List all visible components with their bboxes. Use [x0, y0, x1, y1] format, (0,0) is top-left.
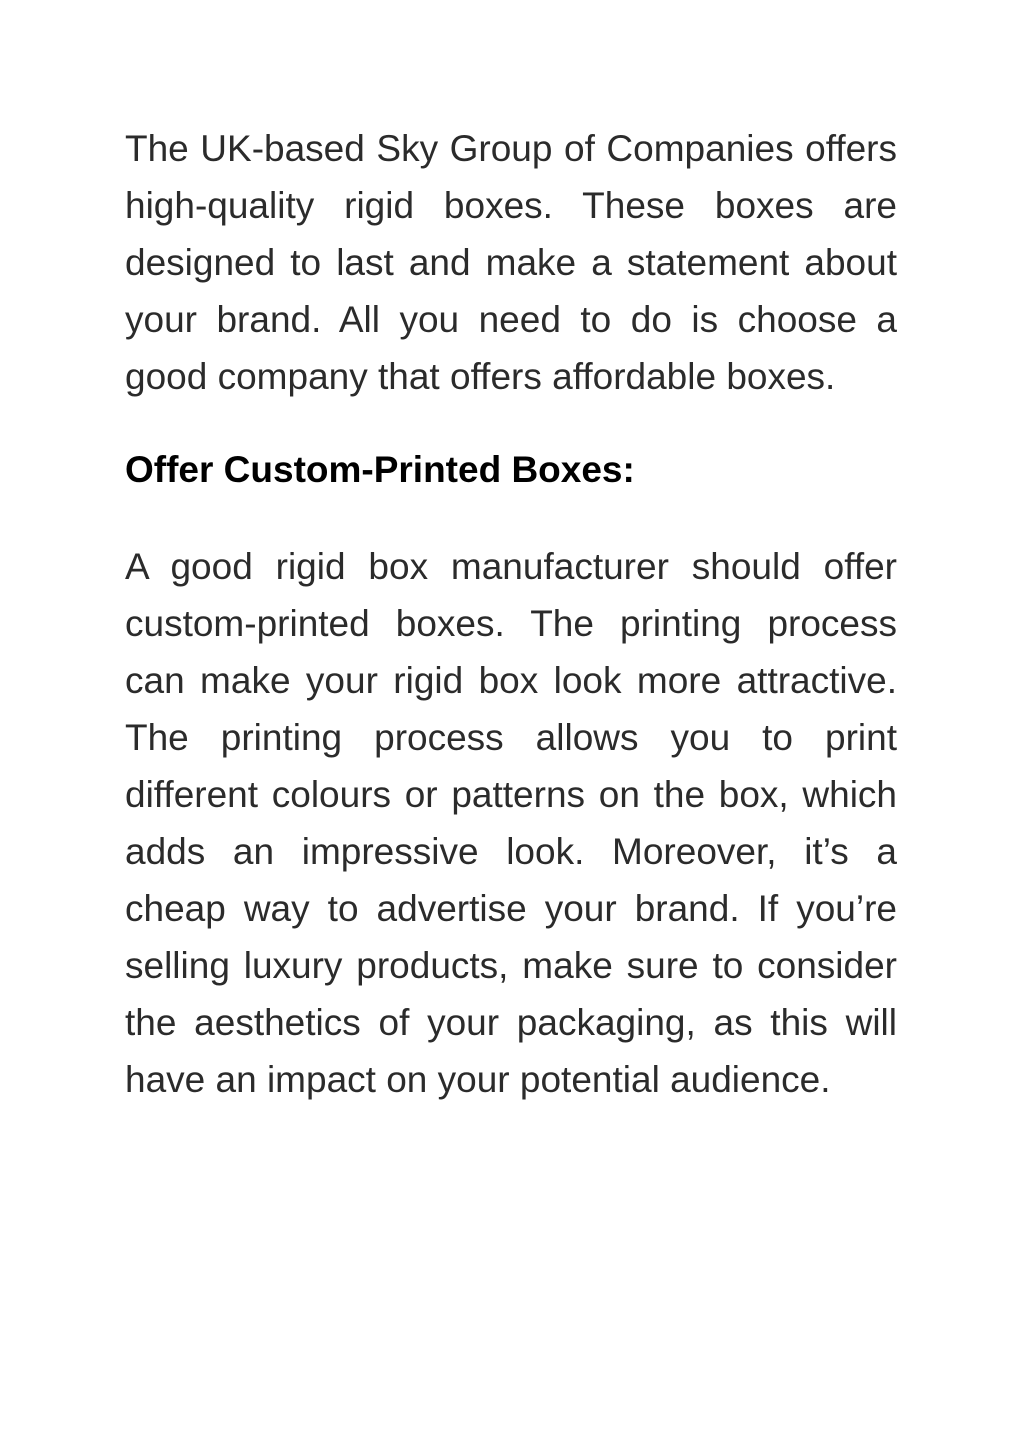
body-paragraph: A good rigid box manufacturer should offer custom-printed boxes. The printing process can make your rigid box look more attractive. The printing process allows you to print different colours or patterns on the box, which adds an impressive look. Moreover, it’s a cheap way to advertise your brand. If you’re selling luxury products, make sure to consider the aesthetics of your packaging, as this will have an impact on your potential audience. — [125, 546, 897, 1100]
document-page — [125, 120, 897, 1108]
intro-paragraph: The UK-based Sky Group of Companies offers high-quality rigid boxes. These boxes are designed to last and make a statement about your brand. All you need to do is choose a good company that offers affordable boxes. — [125, 128, 897, 397]
section-heading: Offer Custom-Printed Boxes: — [125, 449, 635, 490]
